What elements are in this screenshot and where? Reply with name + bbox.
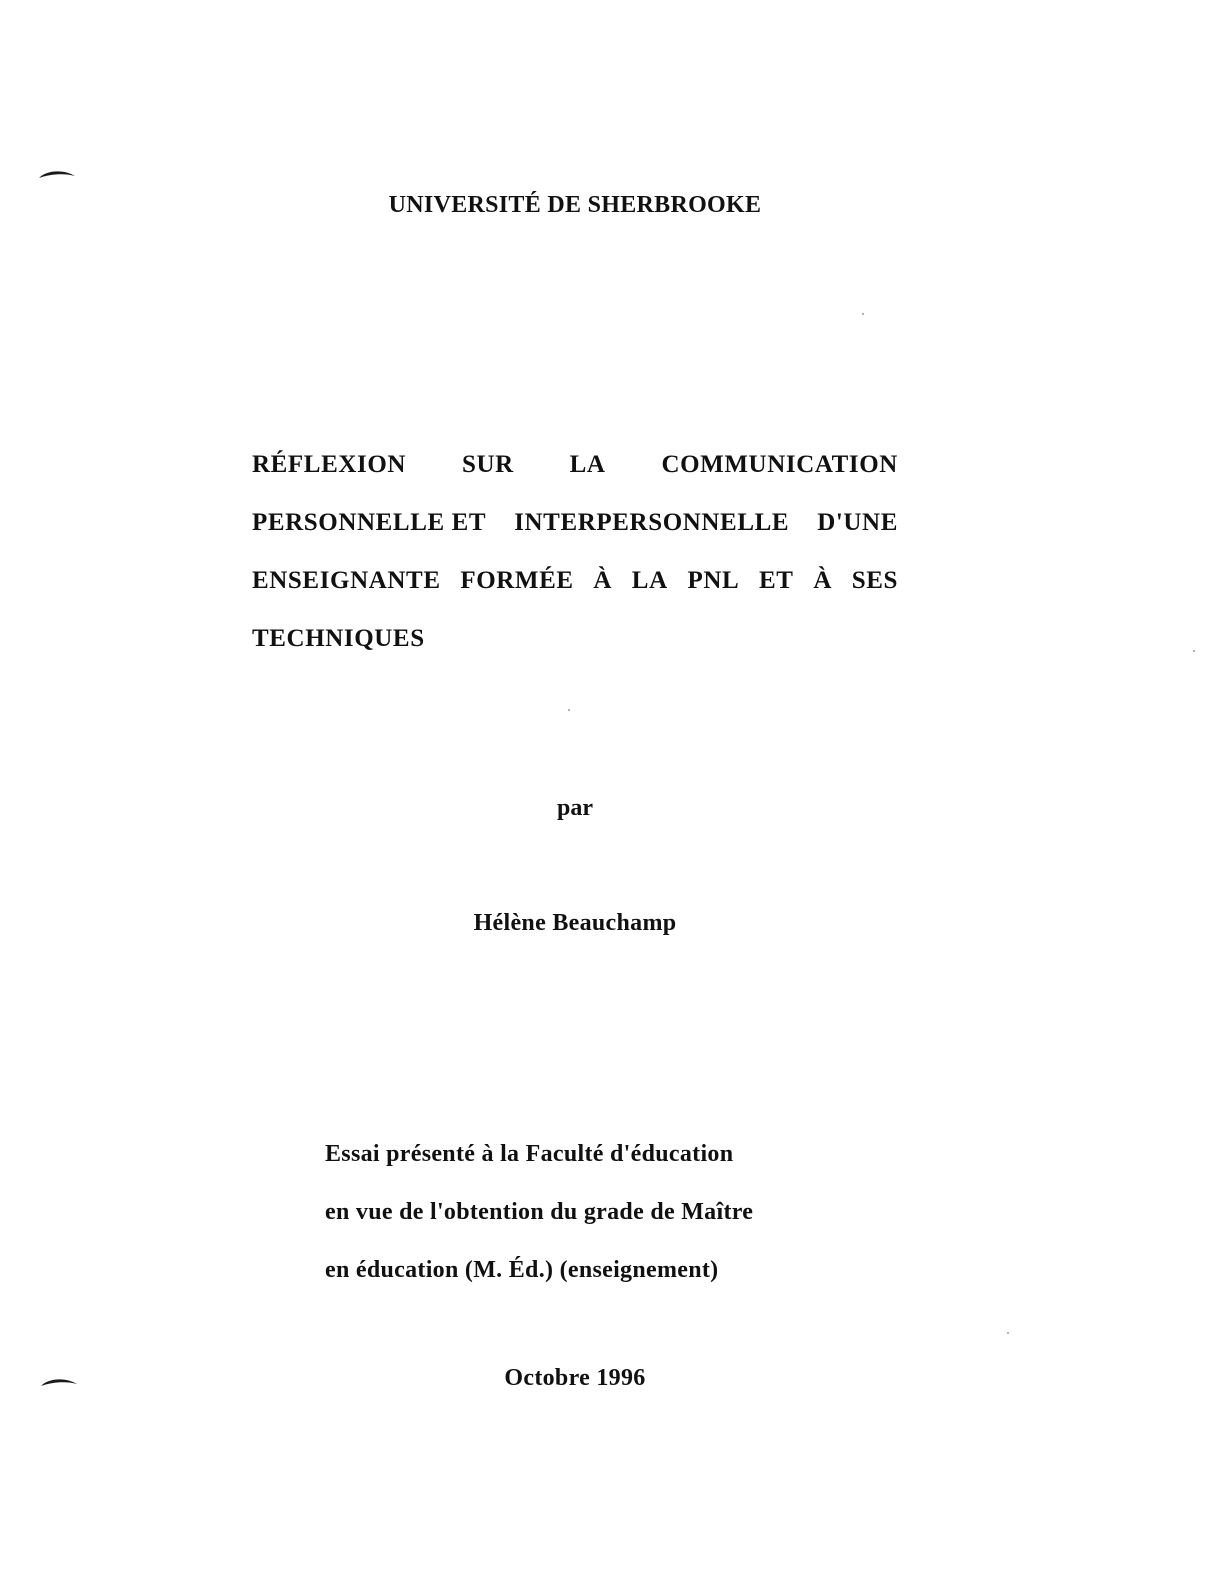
scan-speck: [568, 709, 570, 711]
title-line-3: [252, 557, 898, 615]
author-name: Hélène Beauchamp: [473, 910, 677, 936]
thesis-title: [252, 441, 898, 673]
title-word: INTERPERSONNELLE: [514, 509, 790, 536]
by-label: par: [557, 795, 593, 821]
title-line-4: [252, 615, 898, 673]
submission-date: Octobre 1996: [504, 1365, 646, 1391]
title-word: ET: [759, 567, 794, 594]
title-word: LA: [631, 567, 668, 594]
scan-speck: [1007, 1332, 1009, 1334]
title-word: LA: [569, 451, 606, 478]
title-word: COMMUNICATION: [661, 451, 898, 478]
binding-hole-mark-icon: [38, 168, 76, 180]
title-word: TECHNIQUES: [252, 625, 425, 652]
essay-line: Essai présenté à la Faculté d'éducation: [325, 1141, 734, 1167]
title-word: À: [813, 567, 832, 594]
institution-name: UNIVERSITÉ DE SHERBROOKE: [388, 192, 762, 218]
title-line-2: [252, 499, 898, 557]
essay-statement: [325, 1135, 845, 1309]
title-word: FORMÉE: [460, 567, 574, 594]
title-word: SES: [851, 567, 898, 594]
title-word: SUR: [461, 451, 514, 478]
title-line-1: [252, 441, 898, 499]
scan-speck: [862, 313, 864, 315]
title-word: À: [593, 567, 613, 594]
title-word: D'UNE: [817, 509, 898, 536]
title-word: RÉFLEXION: [252, 451, 407, 478]
scan-speck: [1193, 650, 1195, 652]
essay-line: en vue de l'obtention du grade de Maître: [325, 1199, 754, 1225]
essay-line: en éducation (M. Éd.) (enseignement): [325, 1257, 719, 1283]
title-word: ENSEIGNANTE: [252, 567, 441, 594]
title-word: PERSONNELLE ET: [252, 509, 487, 536]
title-word: PNL: [687, 567, 740, 594]
